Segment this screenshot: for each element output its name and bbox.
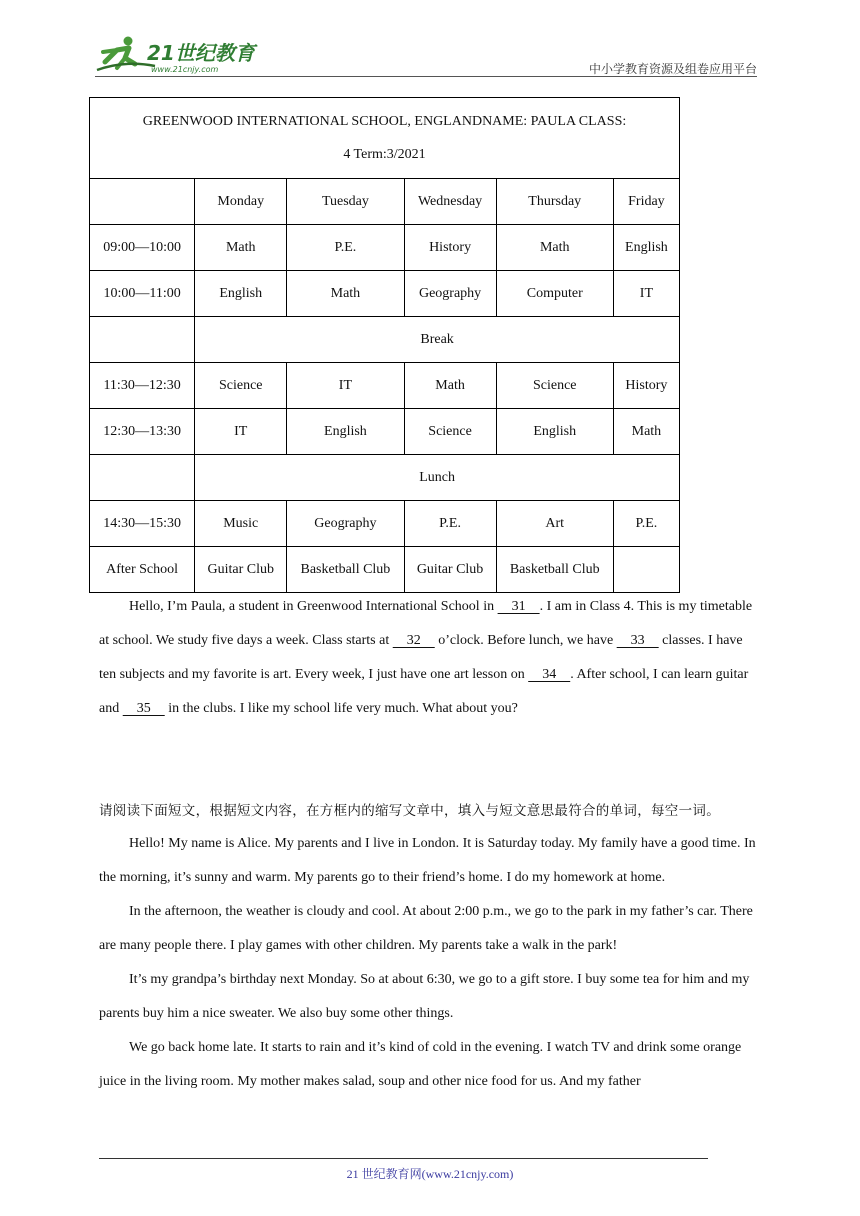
paragraph: In the afternoon, the weather is cloudy and cool. At about 2:00 p.m., we go to the park in my father’s car. There are many people there. I play games with other children. My parents take a walk in the park! <box>99 904 753 953</box>
subject-cell: Math <box>287 271 404 317</box>
footer-text: 21 世纪教育网(www.21cnjy.com) <box>346 1167 514 1181</box>
subject-cell: Geography <box>287 501 404 547</box>
subject-cell: IT <box>287 363 404 409</box>
blank-35: 35 <box>122 701 165 716</box>
paragraph: Hello! My name is Alice. My parents and I live in London. It is Saturday today. My family have a good time. In the morning, it’s sunny and warm. My parents go to their friend’s home. I do my homework at home. <box>99 836 756 885</box>
timetable-title-row <box>90 98 680 179</box>
subject-cell: Science <box>404 409 496 455</box>
day-header: Wednesday <box>404 179 496 225</box>
subject-cell: Science <box>195 363 287 409</box>
table-row <box>90 225 680 271</box>
instruction-text: 请阅读下面短文，根据短文内容，在方框内的缩写文章中，填入与短文意思最符合的单词，每空一词。 <box>99 803 720 819</box>
subject-cell: History <box>404 225 496 271</box>
time-cell <box>90 455 195 501</box>
day-header: Tuesday <box>287 179 404 225</box>
subject-cell: IT <box>613 271 679 317</box>
time-cell: 10:00—11:00 <box>90 271 195 317</box>
club-cell: Guitar Club <box>195 547 287 593</box>
subject-cell: Music <box>195 501 287 547</box>
paragraph: We go back home late. It starts to rain and it’s kind of cold in the evening. I watch TV and drink some orange juice in the living room. My mother makes salad, soup and other nice food for us. And my father <box>99 1040 742 1089</box>
svg-text:www.21cnjy.com: www.21cnjy.com <box>151 65 219 74</box>
time-cell: 12:30—13:30 <box>90 409 195 455</box>
blank-34: 34 <box>528 667 571 682</box>
table-row <box>90 409 680 455</box>
day-header <box>90 179 195 225</box>
passage-alice <box>99 827 761 1099</box>
timetable-title: GREENWOOD INTERNATIONAL SCHOOL, ENGLANDNAME: PAULA CLASS: 4 Term:3/2021 <box>90 98 680 179</box>
break-cell: Break <box>195 317 680 363</box>
passage-paula: Hello, I’m Paula, a student in Greenwood International School in 31 . I am in Class 4. This is my timetable at school. We study five days a week. Class starts at 32 o’clock. Before lunch, we have 33 classes. I have ten subjects and my favorite is art. Every week, I just have one art lesson on 34 . After school, I can learn guitar and 35 in the clubs. I like my school life very much. What about you? <box>99 599 753 716</box>
table-row <box>90 547 680 593</box>
header-divider <box>95 76 757 77</box>
break-row <box>90 317 680 363</box>
lunch-cell: Lunch <box>195 455 680 501</box>
page-header <box>95 32 757 78</box>
day-header: Monday <box>195 179 287 225</box>
time-cell: 11:30—12:30 <box>90 363 195 409</box>
timetable <box>89 97 680 593</box>
subject-cell: P.E. <box>287 225 404 271</box>
footer-divider <box>99 1158 708 1159</box>
blank-33: 33 <box>616 633 659 648</box>
svg-text:21世纪教育: 21世纪教育 <box>147 41 255 65</box>
subject-cell: Geography <box>404 271 496 317</box>
subject-cell: Math <box>195 225 287 271</box>
subject-cell: P.E. <box>404 501 496 547</box>
club-cell: Basketball Club <box>287 547 404 593</box>
subject-cell: English <box>496 409 613 455</box>
time-cell: 14:30—15:30 <box>90 501 195 547</box>
subject-cell: Math <box>496 225 613 271</box>
timetable-day-row <box>90 179 680 225</box>
club-cell <box>613 547 679 593</box>
table-row <box>90 271 680 317</box>
subject-cell: English <box>195 271 287 317</box>
club-cell: Basketball Club <box>496 547 613 593</box>
subject-cell: Computer <box>496 271 613 317</box>
time-cell: 09:00—10:00 <box>90 225 195 271</box>
time-cell: After School <box>90 547 195 593</box>
subject-cell: English <box>287 409 404 455</box>
header-platform-name: 中小学教育资源及组卷应用平台 <box>588 62 757 76</box>
subject-cell: Science <box>496 363 613 409</box>
subject-cell: English <box>613 225 679 271</box>
day-header: Friday <box>613 179 679 225</box>
time-cell <box>90 317 195 363</box>
blank-32: 32 <box>392 633 435 648</box>
day-header: Thursday <box>496 179 613 225</box>
table-row <box>90 363 680 409</box>
subject-cell: P.E. <box>613 501 679 547</box>
paragraph: It’s my grandpa’s birthday next Monday. So at about 6:30, we go to a gift store. I buy some tea for him and my parents buy him a nice sweater. We also buy some other things. <box>99 972 750 1021</box>
club-cell: Guitar Club <box>404 547 496 593</box>
subject-cell: Math <box>613 409 679 455</box>
logo <box>95 34 265 76</box>
table-row <box>90 501 680 547</box>
subject-cell: Math <box>404 363 496 409</box>
blank-31: 31 <box>497 599 540 614</box>
subject-cell: History <box>613 363 679 409</box>
subject-cell: IT <box>195 409 287 455</box>
subject-cell: Art <box>496 501 613 547</box>
lunch-row <box>90 455 680 501</box>
